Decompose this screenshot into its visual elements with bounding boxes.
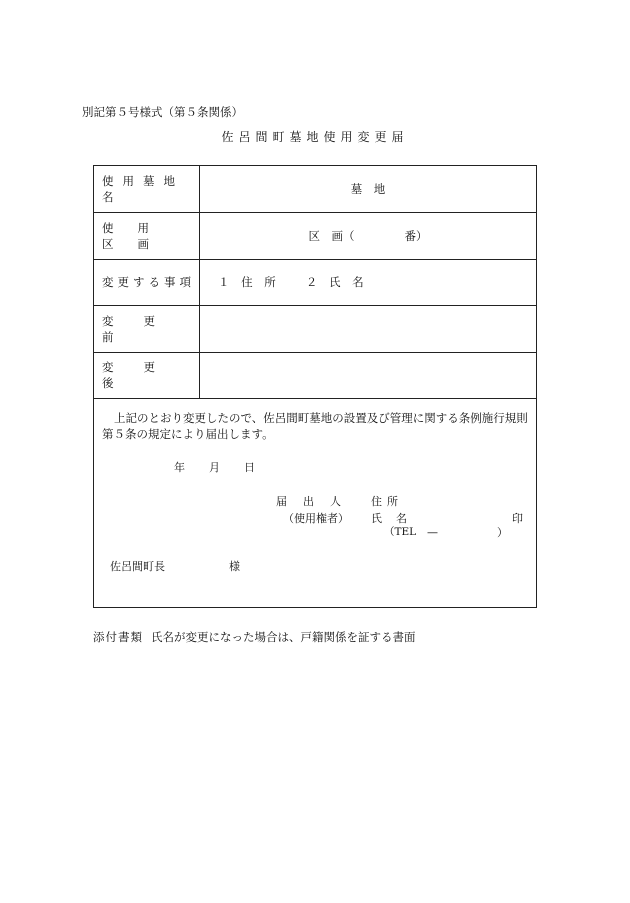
option-address[interactable]: １ 住 所 xyxy=(218,275,280,289)
notifier-label: 届出人 xyxy=(276,495,357,508)
label-change-item-text: 変更する事項 xyxy=(102,275,195,289)
label-after-text: 変更後 xyxy=(102,360,185,390)
cemetery-name-field[interactable] xyxy=(200,166,536,212)
declaration-line-2: 第５条の規定により届出します。 xyxy=(102,427,274,441)
date-day-label: 日 xyxy=(244,461,255,474)
tel-label: （TEL xyxy=(384,526,417,538)
label-cemetery-name xyxy=(94,166,199,212)
label-cemetery-name-text: 使用墓地名 xyxy=(102,174,184,204)
form-number: 別記第５号様式（第５条関係） xyxy=(82,105,243,119)
label-change-item xyxy=(94,259,199,305)
plot-prefix: 区 画（ xyxy=(308,228,355,243)
before-field[interactable] xyxy=(200,305,536,352)
option-name[interactable]: ２ 氏 名 xyxy=(305,275,368,289)
label-after xyxy=(94,352,199,398)
applicant-name-label: 氏名 xyxy=(371,512,421,525)
plot-field[interactable] xyxy=(200,212,536,259)
attachment-label: 添付書類 xyxy=(93,630,143,644)
tel-dash: — xyxy=(427,526,438,539)
row-divider xyxy=(94,398,536,399)
label-plot xyxy=(94,212,199,259)
label-before-text: 変更前 xyxy=(102,313,185,344)
tel-close: ） xyxy=(497,526,508,539)
addressee: 佐呂間町長 xyxy=(110,560,165,573)
applicant-address-label: 住所 xyxy=(371,495,403,508)
user-role-label: （使用権者） xyxy=(283,512,349,525)
cemetery-name-suffix: 墓 地 xyxy=(350,182,386,196)
form-table xyxy=(93,165,537,608)
honorific: 様 xyxy=(229,560,240,573)
plot-suffix: 番） xyxy=(404,228,428,243)
date-year-label: 年 xyxy=(174,461,185,474)
attachment-text: 氏名が変更になった場合は、戸籍関係を証する書面 xyxy=(151,630,416,644)
declaration-text xyxy=(102,410,530,442)
declaration-line-1: 上記のとおり変更したので、佐呂間町墓地の設置及び管理に関する条例施行規則 xyxy=(114,411,528,425)
date-month-label: 月 xyxy=(209,461,220,474)
label-plot-text: 使用区画 xyxy=(102,220,173,251)
change-item-field xyxy=(200,259,536,305)
seal-mark: 印 xyxy=(512,512,523,525)
after-field[interactable] xyxy=(200,352,536,398)
label-before xyxy=(94,305,199,352)
form-title: 佐呂間町墓地使用変更届 xyxy=(221,130,409,144)
